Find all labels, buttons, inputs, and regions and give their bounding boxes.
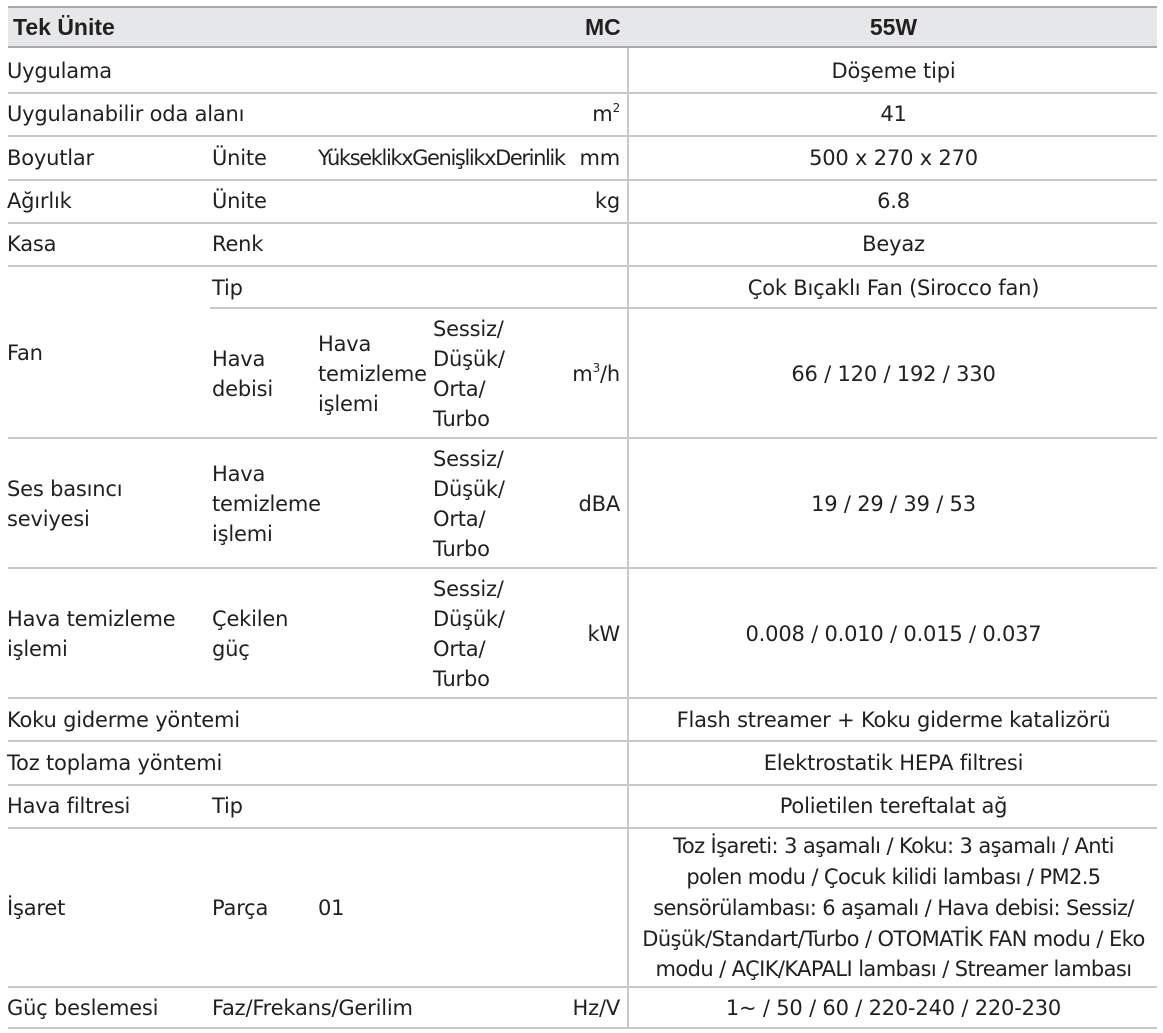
boyut-unit: mm bbox=[579, 146, 620, 170]
temizleme-levels-2: Düşük/ bbox=[433, 607, 505, 631]
temizleme-label-1: Hava temizleme bbox=[7, 607, 176, 631]
boyut-sub2: YükseklikxGenişlikxDerinlik bbox=[318, 146, 565, 170]
fan-levels-4: Turbo bbox=[433, 407, 490, 431]
fan-levels-3: Orta/ bbox=[433, 377, 486, 401]
isaret-sub: Parça bbox=[212, 896, 269, 920]
filtre-sub: Tip bbox=[212, 794, 243, 818]
ses-sub-3: işlemi bbox=[212, 522, 273, 546]
fan-value: 66 / 120 / 192 / 330 bbox=[791, 362, 996, 386]
row-divider bbox=[8, 740, 1157, 742]
ses-sub-2: temizleme bbox=[212, 492, 321, 516]
row-divider bbox=[8, 567, 1157, 569]
fan-unit: $m^3/h$ bbox=[572, 361, 620, 386]
oda-label: Uygulanabilir oda alanı bbox=[7, 102, 245, 126]
guc-unit: Hz/V bbox=[572, 996, 620, 1020]
header-model-value: 55W bbox=[869, 14, 918, 40]
fan-levels-1: Sessiz/ bbox=[433, 317, 504, 341]
row-divider bbox=[8, 92, 1157, 94]
ses-unit: dBA bbox=[578, 492, 620, 516]
row-divider bbox=[8, 784, 1157, 786]
uygulama-value: Döşeme tipi bbox=[831, 59, 956, 83]
agirlik-value: 6.8 bbox=[877, 189, 910, 213]
toz-label: Toz toplama yöntemi bbox=[7, 751, 223, 775]
boyut-label: Boyutlar bbox=[7, 146, 94, 170]
guc-value: 1~ / 50 / 60 / 220-240 / 220-230 bbox=[725, 996, 1062, 1020]
fan-debi-label-2: debisi bbox=[212, 377, 273, 401]
ses-levels-2: Düşük/ bbox=[433, 477, 505, 501]
ses-label-1: Ses basıncı bbox=[7, 477, 123, 501]
temizleme-value: 0.008 / 0.010 / 0.015 / 0.037 bbox=[745, 622, 1042, 646]
ses-label-2: seviyesi bbox=[7, 507, 90, 531]
isaret-value-line: sensörülambası: 6 aşamalı / Hava debisi: Sessiz/ bbox=[653, 896, 1134, 920]
toz-value: Elektrostatik HEPA filtresi bbox=[763, 751, 1024, 775]
temizleme-unit: kW bbox=[587, 622, 620, 646]
guc-sub: Faz/Frekans/Gerilim bbox=[212, 996, 413, 1020]
fan-mode-2: temizleme bbox=[318, 362, 427, 386]
agirlik-label: Ağırlık bbox=[7, 189, 72, 213]
agirlik-unit: kg bbox=[594, 189, 620, 213]
isaret-value-line: Toz İşareti: 3 aşamalı / Koku: 3 aşamalı / Anti bbox=[673, 834, 1114, 858]
boyut-value: 500 x 270 x 270 bbox=[809, 146, 978, 170]
ses-levels-1: Sessiz/ bbox=[433, 447, 504, 471]
koku-value: Flash streamer + Koku giderme katalizörü bbox=[676, 708, 1111, 732]
temizleme-levels-1: Sessiz/ bbox=[433, 577, 504, 601]
fan-tip-value: Çok Bıçaklı Fan (Sirocco fan) bbox=[747, 276, 1040, 300]
filtre-label: Hava filtresi bbox=[7, 794, 131, 818]
ses-sub-1: Hava bbox=[212, 462, 266, 486]
isaret-label: İşaret bbox=[7, 896, 66, 920]
kasa-label: Kasa bbox=[7, 232, 57, 256]
fan-debi-label-1: Hava bbox=[212, 347, 266, 371]
column-divider bbox=[627, 48, 629, 1029]
temizleme-label-2: işlemi bbox=[7, 637, 68, 661]
fan-tip-label: Tip bbox=[212, 276, 243, 300]
agirlik-sub: Ünite bbox=[212, 189, 267, 213]
fan-levels-2: Düşük/ bbox=[433, 347, 505, 371]
temizleme-levels-3: Orta/ bbox=[433, 637, 486, 661]
temizleme-sub-2: güç bbox=[212, 637, 250, 661]
isaret-value-line: polen modu / Çocuk kilidi lambası / PM2.5 bbox=[686, 865, 1101, 889]
header-model-label: MC bbox=[585, 14, 621, 40]
row-divider bbox=[8, 986, 1157, 988]
uygulama-label: Uygulama bbox=[7, 59, 112, 83]
oda-value: 41 bbox=[880, 102, 907, 126]
row-divider bbox=[8, 222, 1157, 224]
temizleme-sub-1: Çekilen bbox=[212, 607, 289, 631]
row-divider bbox=[8, 697, 1157, 699]
isaret-sub2: 01 bbox=[318, 896, 345, 920]
koku-label: Koku giderme yöntemi bbox=[7, 708, 240, 732]
temizleme-levels-4: Turbo bbox=[433, 667, 490, 691]
row-divider bbox=[8, 827, 1157, 829]
isaret-value-line: Düşük/Standart/Turbo / OTOMATİK FAN modu / Eko bbox=[642, 927, 1145, 951]
header-title: Tek Ünite bbox=[13, 14, 115, 40]
isaret-value-line: modu / AÇIK/KAPALI lambası / Streamer lambası bbox=[655, 957, 1132, 981]
row-divider bbox=[8, 135, 1157, 137]
ses-value: 19 / 29 / 39 / 53 bbox=[811, 492, 976, 516]
row-divider bbox=[8, 437, 1157, 439]
fan-label: Fan bbox=[7, 341, 43, 365]
boyut-sub: Ünite bbox=[212, 146, 267, 170]
ses-levels-4: Turbo bbox=[433, 537, 490, 561]
fan-mode-3: işlemi bbox=[318, 392, 379, 416]
ses-levels-3: Orta/ bbox=[433, 507, 486, 531]
row-divider bbox=[210, 307, 1157, 309]
table-bottom-border bbox=[8, 1027, 1157, 1029]
fan-mode-1: Hava bbox=[318, 332, 372, 356]
kasa-value: Beyaz bbox=[862, 232, 925, 256]
kasa-sub: Renk bbox=[212, 232, 264, 256]
guc-label: Güç beslemesi bbox=[7, 996, 159, 1020]
row-divider bbox=[8, 179, 1157, 181]
row-divider bbox=[8, 265, 1157, 267]
oda-unit: $m^2$ bbox=[592, 101, 620, 126]
filtre-value: Polietilen tereftalat ağ bbox=[779, 794, 1008, 818]
